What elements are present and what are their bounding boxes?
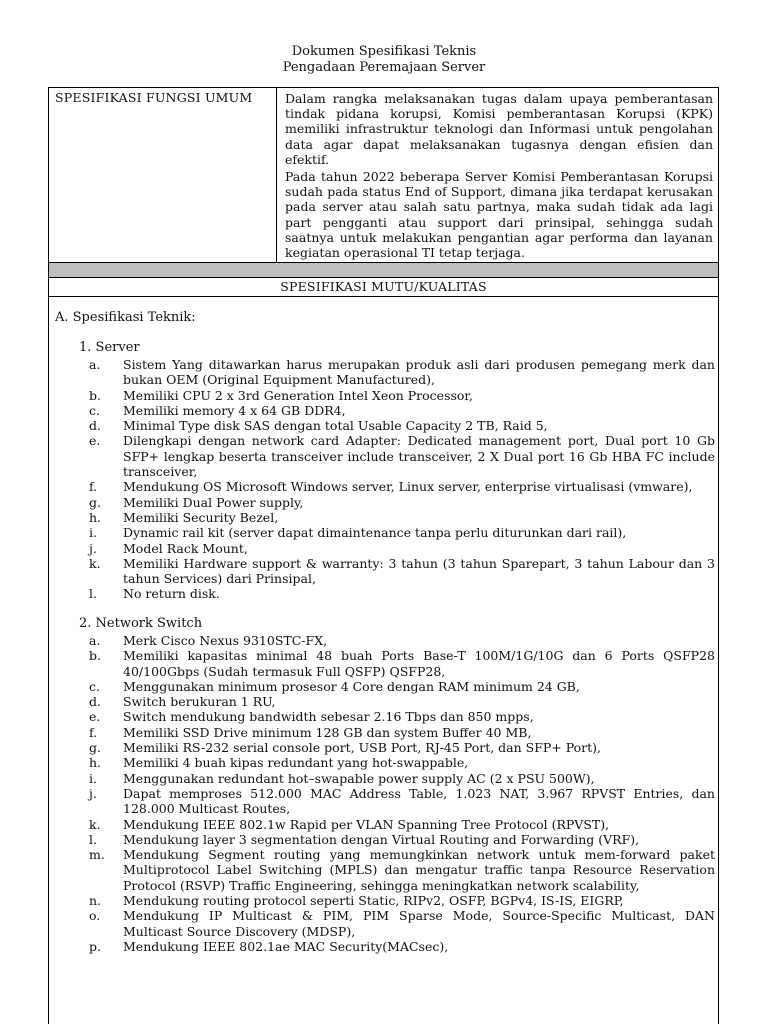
list-item-text: Switch berukuran 1 RU,: [123, 694, 276, 710]
list-item-letter: f.: [89, 724, 98, 740]
list-item-letter: g.: [89, 494, 101, 510]
list-item: [89, 495, 715, 510]
list-item: [89, 586, 715, 601]
list-item-text: Memiliki Dual Power supply,: [123, 494, 304, 510]
list-item-text: Mendukung layer 3 segmentation dengan Virtual Routing and Forwarding (VRF),: [123, 831, 640, 847]
list-item-text: Mendukung routing protocol seperti Static, RIPv2, OSFP, BGPv4, IS-IS, EIGRP,: [123, 893, 624, 909]
list-item-letter: o.: [89, 908, 101, 924]
list-item-text: No return disk.: [123, 586, 220, 602]
list-item: [89, 694, 715, 709]
list-item-letter: a.: [89, 633, 101, 648]
list-item-letter: h.: [89, 755, 102, 771]
general-paragraph-1: Dalam rangka melaksanakan tugas dalam upaya pemberantasan tindak pidana korupsi, Komisi pemberantasan Korupsi (KPK) memiliki infrastruktur teknologi dan Informasi untuk pengolahan data agar dapat melaksanakan tugasnya dengan efisien dan efektif.: [285, 91, 713, 167]
list-item: [89, 908, 715, 939]
list-item-letter: d.: [89, 418, 101, 434]
list-item: [89, 893, 715, 908]
general-paragraph-2: Pada tahun 2022 beberapa Server Komisi Pemberantasan Korupsi sudah pada status End of Support, dimana jika terdapat kerusakan pada server atau salah satu partnya, maka sudah tidak ada lagi part pengganti atau support dari prinsipal, sehingga sudah saatnya untuk melakukan pengantian agar performa dan layanan kegiatan operasional TI tetap terjaga.: [285, 169, 713, 261]
server-spec-list: [89, 357, 715, 602]
list-item: [89, 755, 715, 770]
list-item-text: Memiliki SSD Drive minimum 128 GB dan system Buffer 40 MB,: [123, 724, 532, 740]
list-item-text: Dapat memproses 512.000 MAC Address Table, 1.023 NAT, 3.967 RPVST Entries, dan 128.000 Multicast Routes,: [123, 785, 715, 817]
list-item: [89, 433, 715, 479]
list-item: [89, 648, 715, 679]
quality-spec-heading: SPESIFIKASI MUTU/KUALITAS: [49, 278, 718, 297]
list-item-letter: i.: [89, 770, 97, 786]
list-item: [89, 556, 715, 587]
document-subtitle: Pengadaan Peremajaan Server: [282, 60, 486, 75]
list-item-text: Memiliki kapasitas minimal 48 buah Ports Base-T 100M/1G/10G dan 6 Ports QSFP28 40/100Gbps (Sudah termasuk Full QSFP) QSFP28,: [123, 648, 715, 679]
list-item: [89, 541, 715, 556]
list-item-text: Mendukung OS Microsoft Windows server, Linux server, enterprise virtualisasi (vmware),: [123, 479, 693, 495]
list-item-letter: c.: [89, 402, 100, 418]
document-title: Dokumen Spesifikasi Teknis: [291, 44, 477, 59]
list-item: [89, 479, 715, 494]
list-item-letter: j.: [89, 785, 97, 801]
list-item-letter: b.: [89, 648, 101, 664]
list-item-text: Memiliki memory 4 x 64 GB DDR4,: [123, 402, 346, 418]
list-item-text: Menggunakan minimum prosesor 4 Core dengan RAM minimum 24 GB,: [123, 678, 580, 694]
section-a-heading: A. Spesifikasi Teknik:: [55, 310, 196, 325]
list-item-text: Mendukung IP Multicast & PIM, PIM Sparse Mode, Source-Specific Multicast, DAN Multicast Source Discovery (MDSP),: [123, 908, 715, 939]
list-item-letter: i.: [89, 525, 97, 541]
spec-table: [48, 87, 719, 1024]
list-item-letter: m.: [89, 847, 105, 863]
list-item-text: Merk Cisco Nexus 9310STC-FX,: [123, 633, 328, 648]
list-item: [89, 403, 715, 418]
list-item-letter: g.: [89, 740, 101, 756]
list-item: [89, 633, 715, 648]
list-item-letter: b.: [89, 387, 101, 403]
list-item-letter: h.: [89, 509, 102, 525]
list-item-text: Memiliki 4 buah kipas redundant yang hot-swappable,: [123, 755, 469, 771]
list-item-text: Menggunakan redundant hot–swapable power supply AC (2 x PSU 500W),: [123, 770, 595, 786]
list-item-text: Mendukung Segment routing yang memungkinkan network untuk mem-forward paket Multiprotocol Label Switching (MPLS) dan mengatur traffic tanpa Resource Reservation Protocol (RSVP) Traffic Engineering, sehingga meningkatkan network scalability,: [123, 847, 715, 893]
list-item-text: Dynamic rail kit (server dapat dimaintenance tanpa perlu diturunkan dari rail),: [123, 525, 627, 541]
list-item-letter: k.: [89, 816, 101, 832]
list-item: [89, 725, 715, 740]
general-spec-heading: SPESIFIKASI FUNGSI UMUM: [55, 90, 253, 105]
shaded-separator-row: [49, 263, 718, 278]
list-item-text: Dilengkapi dengan network card Adapter: Dedicated management port, Dual port 10 Gb SFP+ lengkap beserta transceiver include transceiver, 2 X Dual port 16 Gb HBA FC include transceiver,: [123, 433, 715, 480]
list-item-letter: f.: [89, 479, 98, 495]
column-divider: [276, 88, 277, 262]
network-switch-spec-list: [89, 633, 715, 954]
list-item-text: Sistem Yang ditawarkan harus merupakan produk asli dari produsen pemegang merk dan bukan OEM (Original Equipment Manufactured),: [123, 357, 715, 388]
list-item-text: Mendukung IEEE 802.1ae MAC Security(MACsec),: [123, 938, 449, 954]
list-item-letter: p.: [89, 938, 101, 954]
list-item: [89, 847, 715, 893]
list-item-text: Memiliki CPU 2 x 3rd Generation Intel Xeon Processor,: [123, 387, 473, 403]
list-item-letter: l.: [89, 831, 97, 847]
list-item: [89, 525, 715, 540]
list-item-letter: c.: [89, 678, 100, 694]
list-item-text: Memiliki RS-232 serial console port, USB Port, RJ-45 Port, dan SFP+ Port),: [123, 740, 602, 756]
list-item-text: Switch mendukung bandwidth sebesar 2.16 Tbps dan 850 mpps,: [123, 709, 534, 725]
list-item-letter: j.: [89, 540, 97, 556]
server-heading: 1. Server: [79, 340, 140, 355]
list-item-text: Memiliki Hardware support & warranty: 3 tahun (3 tahun Sparepart, 3 tahun Labour dan 3 tahun Services) dari Prinsipal,: [123, 555, 715, 587]
list-item-letter: d.: [89, 694, 101, 710]
list-item: [89, 786, 715, 817]
list-item: [89, 740, 715, 755]
list-item: [89, 939, 715, 954]
list-item-text: Model Rack Mount,: [123, 540, 248, 556]
list-item: [89, 388, 715, 403]
network-switch-heading: 2. Network Switch: [79, 616, 203, 631]
list-item: [89, 510, 715, 525]
list-item-letter: l.: [89, 586, 97, 602]
list-item-letter: k.: [89, 555, 101, 571]
list-item: [89, 357, 715, 388]
list-item-text: Mendukung IEEE 802.1w Rapid per VLAN Spanning Tree Protocol (RPVST),: [123, 816, 610, 832]
list-item: [89, 832, 715, 847]
list-item-letter: e.: [89, 433, 101, 449]
list-item-text: Minimal Type disk SAS dengan total Usable Capacity 2 TB, Raid 5,: [123, 418, 548, 434]
list-item: [89, 679, 715, 694]
list-item-text: Memiliki Security Bezel,: [123, 509, 279, 525]
list-item: [89, 771, 715, 786]
list-item-letter: a.: [89, 357, 101, 372]
list-item-letter: n.: [89, 893, 102, 909]
list-item: [89, 817, 715, 832]
list-item: [89, 709, 715, 724]
general-spec-row: [49, 88, 718, 263]
list-item: [89, 418, 715, 433]
list-item-letter: e.: [89, 709, 101, 725]
